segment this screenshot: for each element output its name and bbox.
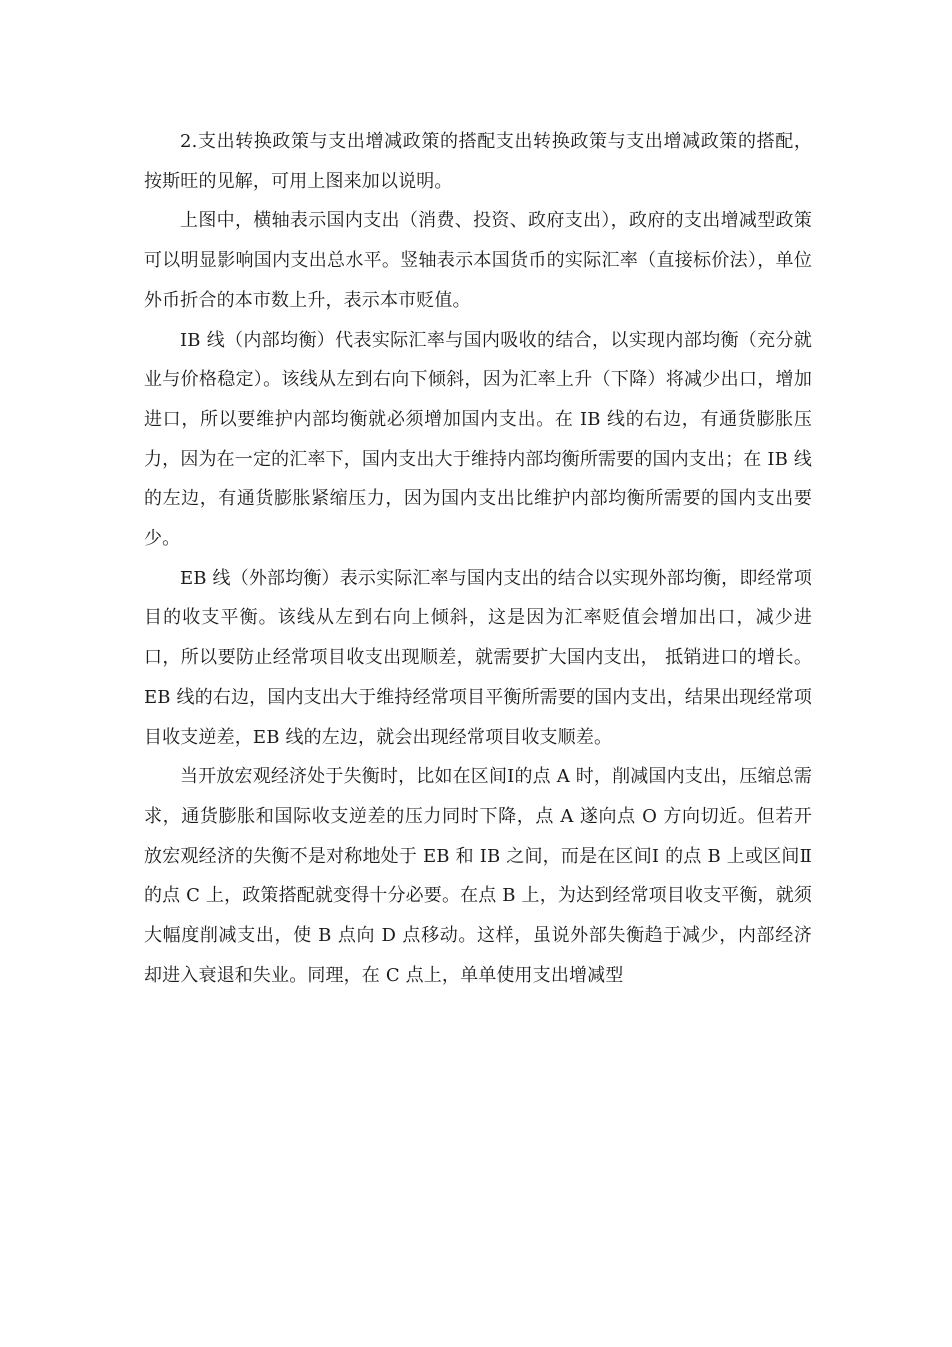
paragraph-axes-explanation: 上图中，横轴表示国内支出（消费、投资、政府支出），政府的支出增减型政策可以明显影响国内支出总水平。竖轴表示本国货币的实际汇率（直接标价法），单位外币折合的本市数上升，表示本市贬值。: [144, 210, 812, 311]
paragraph-ib-line: IB 线（内部均衡）代表实际汇率与国内吸收的结合，以实现内部均衡（充分就业与价格稳定）。该线从左到右向下倾斜，因为汇率上升（下降）将减少出口，增加进口，所以要维护内部均衡就必须增加国内支出。在 IB 线的右边，有通货膨胀压力，因为在一定的汇率下，国内支出大于维持内部均衡所需要的国内支出；在 IB 线的左边，有通货膨胀紧缩压力，因为国内支出比维护内部均衡所需要的国内支出要少。: [144, 329, 812, 550]
document-body: [144, 122, 812, 995]
paragraph-policy-mix-intro: 2.支出转换政策与支出增减政策的搭配支出转换政策与支出增减政策的搭配，按斯旺的见解，可用上图来加以说明。: [144, 131, 812, 192]
paragraph-eb-line: EB 线（外部均衡）表示实际汇率与国内支出的结合以实现外部均衡，即经常项目的收支平衡。该线从左到右向上倾斜，这是因为汇率贬值会增加出口，减少进口，所以要防止经常项目收支出现顺差，就需要扩大国内支出， 抵销进口的增长。EB 线的右边，国内支出大于维持经常项目平衡所需要的国内支出，结果出现经常项目收支逆差，EB 线的左边，就会出现经常项目收支顺差。: [144, 567, 812, 748]
paragraph-disequilibrium: 当开放宏观经济处于失衡时，比如在区间Ⅰ的点 A 时，削减国内支出，压缩总需求，通货膨胀和国际收支逆差的压力同时下降，点 A 遂向点 O 方向切近。但若开放宏观经济的失衡不是对称地处于 EB 和 IB 之间，而是在区间Ⅰ 的点 B 上或区间Ⅱ的点 C 上，政策搭配就变得十分必要。在点 B 上，为达到经常项目收支平衡，就须大幅度削减支出，使 B 点向 D 点移动。这样，虽说外部失衡趋于减少，内部经济却进入衰退和失业。同理，在 C 点上，单单使用支出增减型: [144, 766, 812, 986]
